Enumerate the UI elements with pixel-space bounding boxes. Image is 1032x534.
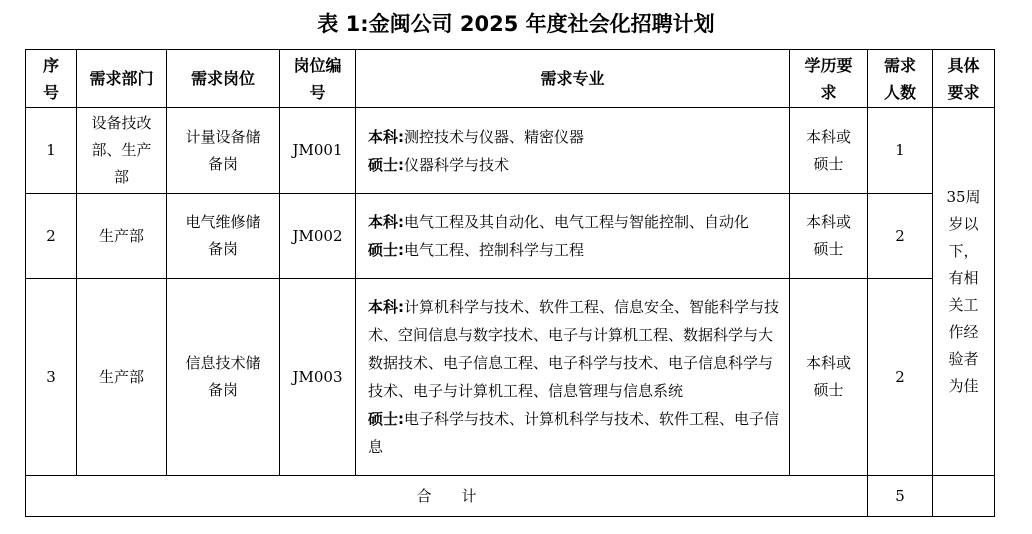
row-education: 本科或硕士 (790, 108, 868, 194)
header-count: 需求人数 (868, 50, 933, 108)
row-education: 本科或硕士 (790, 279, 868, 476)
bachelor-majors: 测控技术与仪器、精密仪器 (404, 127, 585, 146)
bachelor-line (368, 123, 781, 151)
total-label: 合 计 (26, 476, 868, 517)
row-position: 电气维修储备岗 (167, 194, 280, 279)
row-seq: 3 (26, 279, 77, 476)
master-line (368, 405, 781, 461)
header-education: 学历要求 (790, 50, 868, 108)
row-education: 本科或硕士 (790, 194, 868, 279)
header-position: 需求岗位 (167, 50, 280, 108)
header-major: 需求专业 (356, 50, 790, 108)
row-count: 2 (868, 279, 933, 476)
total-row (26, 476, 995, 517)
row-major (356, 194, 790, 279)
header-requirements: 具体要求 (933, 50, 995, 108)
row-code: JM001 (280, 108, 356, 194)
row-count: 2 (868, 194, 933, 279)
bachelor-label: 本科: (368, 213, 404, 231)
row-code: JM002 (280, 194, 356, 279)
row-count: 1 (868, 108, 933, 194)
master-label: 硕士: (368, 410, 404, 428)
row-major (356, 108, 790, 194)
master-line (368, 151, 781, 179)
master-majors: 电气工程、控制科学与工程 (404, 241, 585, 259)
row-seq: 2 (26, 194, 77, 279)
header-code: 岗位编号 (280, 50, 356, 108)
row-dept: 生产部 (77, 279, 167, 476)
total-count: 5 (868, 476, 933, 517)
recruitment-table (25, 49, 995, 517)
bachelor-majors: 计算机科学与技术、软件工程、信息安全、智能科学与技术、空间信息与数字技术、电子与计算机工程、数据科学与大数据技术、电子信息工程、电子科学与技术、电子信息科学与技术、电子与计算机工程、信息管理与信息系统 (368, 298, 780, 400)
table-row (26, 194, 995, 279)
row-position: 信息技术储备岗 (167, 279, 280, 476)
master-label: 硕士: (368, 241, 404, 259)
table-row (26, 108, 995, 194)
bachelor-line (368, 293, 781, 405)
header-seq: 序号 (26, 50, 77, 108)
page-title: 表 1:金闽公司 2025 年度社会化招聘计划 (317, 12, 715, 36)
row-dept: 生产部 (77, 194, 167, 279)
header-row (26, 50, 995, 108)
master-line (368, 236, 781, 264)
row-code: JM003 (280, 279, 356, 476)
bachelor-label: 本科: (368, 127, 404, 146)
master-label: 硕士: (368, 155, 404, 174)
row-dept: 设备技改部、生产部 (77, 108, 167, 194)
bachelor-line (368, 208, 781, 236)
bachelor-majors: 电气工程及其自动化、电气工程与智能控制、自动化 (404, 213, 750, 231)
total-blank (933, 476, 995, 517)
bachelor-label: 本科: (368, 298, 404, 316)
master-majors: 仪器科学与技术 (404, 155, 510, 174)
header-dept: 需求部门 (77, 50, 167, 108)
row-position: 计量设备储备岗 (167, 108, 280, 194)
requirements-cell: 35周岁以下，有相关工作经验者为佳 (933, 108, 995, 476)
table-row (26, 279, 995, 476)
master-majors: 电子科学与技术、计算机科学与技术、软件工程、电子信息 (368, 410, 780, 456)
row-major (356, 279, 790, 476)
row-seq: 1 (26, 108, 77, 194)
